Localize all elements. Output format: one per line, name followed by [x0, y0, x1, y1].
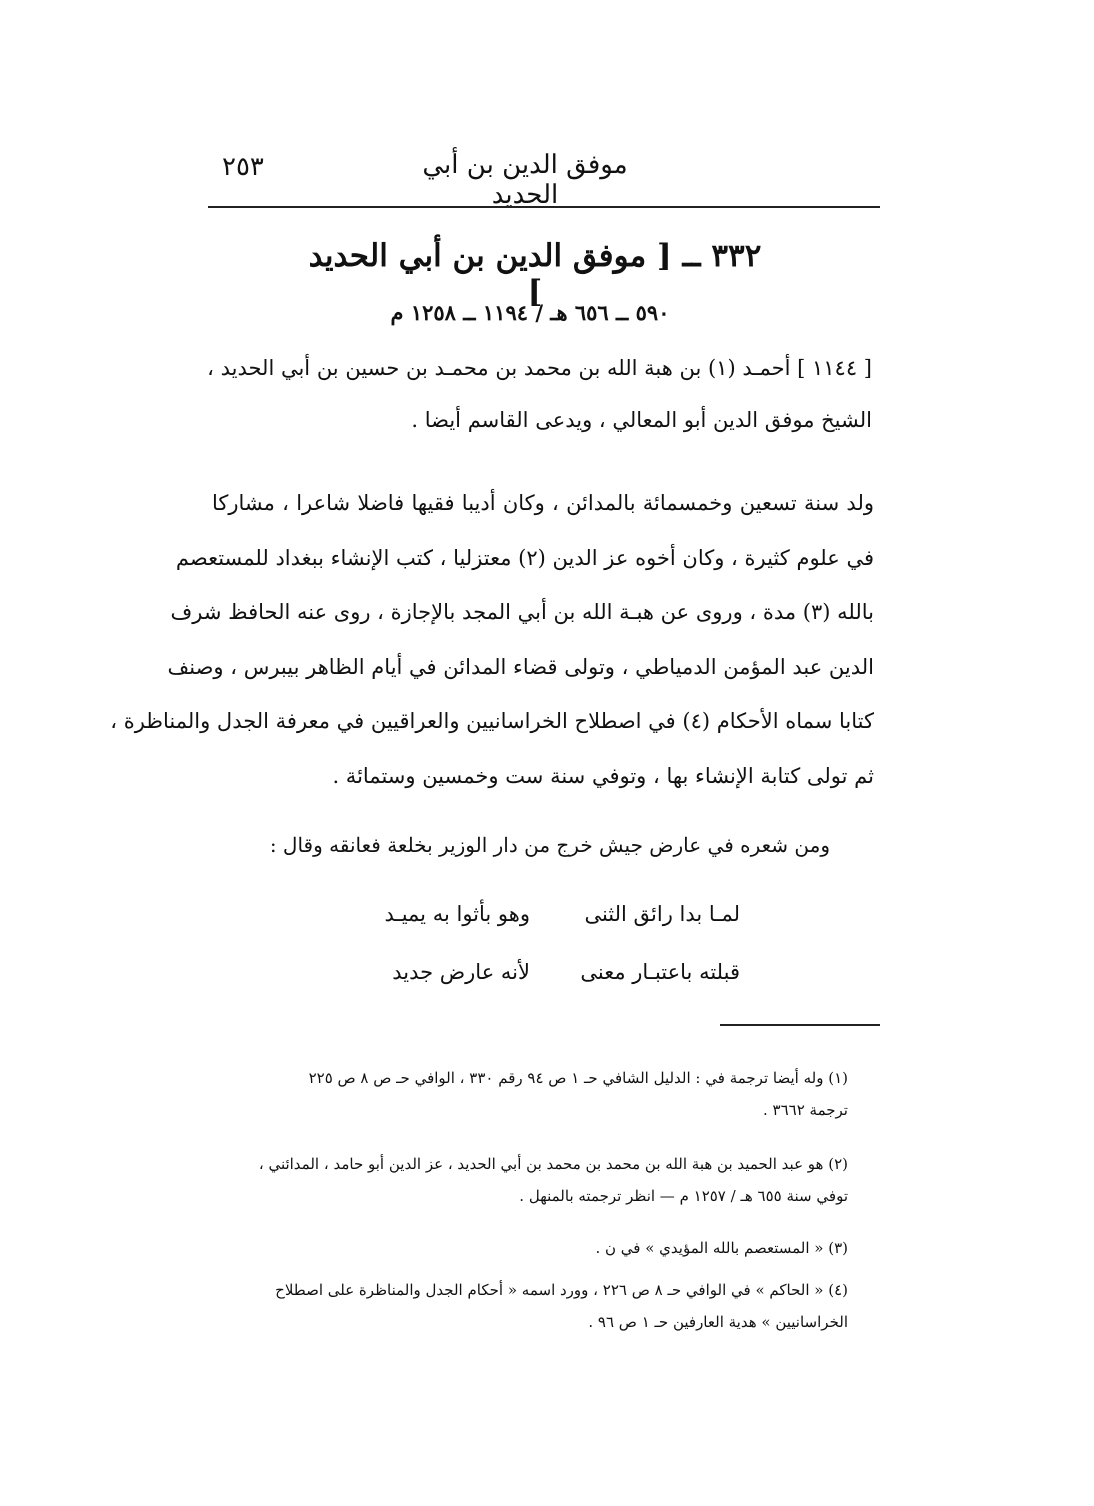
- intro-line: [ ١١٤٤ ] أحمـد (١) بن هبة الله بن محمد بن محمـد بن حسين بن أبي الحديد ،: [207, 356, 872, 380]
- intro-line: الشيخ موفق الدين أبو المعالي ، ويدعى القاسم أيضا .: [411, 408, 872, 432]
- entry-body: [110, 476, 874, 803]
- footnote-line: توفي سنة ٦٥٥ هـ / ١٢٥٧ م — انظر ترجمته بالمنهل .: [519, 1187, 848, 1205]
- body-line: ثم تولى كتابة الإنشاء بها ، وتوفي سنة ست وخمسين وستمائة .: [332, 763, 874, 788]
- footnote-line: ترجمة ٣٦٦٢ .: [763, 1101, 848, 1119]
- body-line: كتابا سماه الأحكام (٤) في اصطلاح الخراسانيين والعراقيين في معرفة الجدل والمناظرة ،: [110, 709, 874, 733]
- poetry-intro: ومن شعره في عارض جيش خرج من دار الوزير بخلعة فعانقه وقال :: [269, 833, 830, 857]
- page-number: ٢٥٣: [222, 152, 264, 182]
- footnote-line: (٤) « الحاكم » في الوافي حـ ٨ ص ٢٢٦ ، وورد اسمه « أحكام الجدل والمناظرة على اصطلاح: [275, 1281, 848, 1299]
- verse-1-first-hemistich: لمـا بدا رائق الثنى: [584, 902, 740, 926]
- footnote-2: [222, 1148, 848, 1212]
- footnote-3: [222, 1232, 848, 1264]
- footnote-line: (٣) « المستعصم بالله المؤيدي » في ن .: [595, 1239, 848, 1257]
- header-rule: [208, 206, 880, 208]
- body-line: ولد سنة تسعين وخمسمائة بالمدائن ، وكان أديبا فقيها فاضلا شاعرا ، مشاركا: [212, 491, 874, 515]
- footnote-line: الخراسانيين » هدية العارفين حـ ١ ص ٩٦ .: [588, 1313, 848, 1331]
- body-line: بالله (٣) مدة ، وروى عن هبـة الله بن أبي المجد بالإجازة ، روى عنه الحافظ شرف: [170, 600, 874, 624]
- entry-title: ٣٣٢ ــ [ موفق الدين بن أبي الحديد ]: [308, 238, 762, 310]
- footnote-rule: [720, 1024, 880, 1026]
- verse-2-second-hemistich: لأنه عارض جديد: [392, 960, 530, 984]
- verse-1-second-hemistich: وهو بأثوا به يميـد: [384, 902, 530, 926]
- entry-dates: ٥٩٠ ــ ٦٥٦ هـ / ١١٩٤ ــ ١٢٥٨ م: [390, 300, 670, 325]
- running-header-title: موفق الدين بن أبي الحديد: [422, 150, 628, 210]
- footnote-line: (٢) هو عبد الحميد بن هبة الله بن محمد بن محمد بن أبي الحديد ، عز الدين أبو حامد ، المدائني ،: [258, 1155, 848, 1173]
- body-line: في علوم كثيرة ، وكان أخوه عز الدين (٢) معتزليا ، كتب الإنشاء ببغداد للمستعصم: [175, 545, 874, 570]
- footnote-4: [222, 1274, 848, 1338]
- footnote-1: [222, 1062, 848, 1126]
- footnote-line: (١) وله أيضا ترجمة في : الدليل الشافي حـ ١ ص ٩٤ رقم ٣٣٠ ، الوافي حـ ص ٨ ص ٢٢٥: [308, 1069, 848, 1087]
- body-line: الدين عبد المؤمن الدمياطي ، وتولى قضاء المدائن في أيام الظاهر بيبرس ، وصنف: [167, 654, 874, 679]
- entry-intro: [207, 352, 872, 436]
- verse-2-first-hemistich: قبلته باعتبـار معنى: [580, 960, 740, 984]
